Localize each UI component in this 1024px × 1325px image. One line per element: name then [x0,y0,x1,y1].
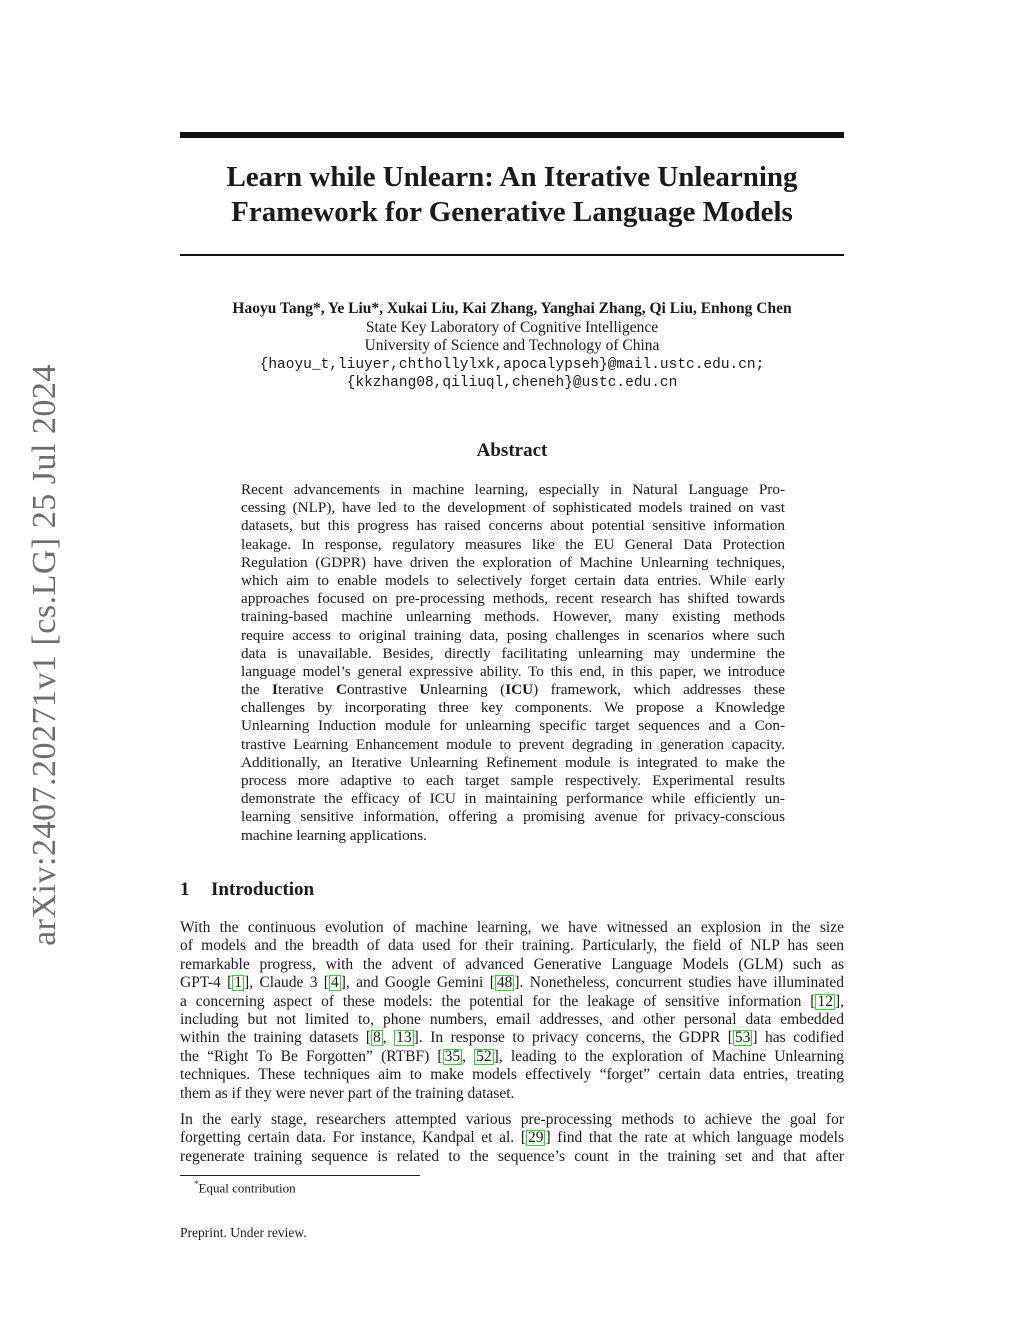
paper-title [180,160,844,230]
body-line: regenerate training sequence is related to the sequence’s count in the training set and that after [180,1147,844,1165]
abstract-line: machine learning applications. [241,826,427,844]
abstract-line: datasets, but this progress has raised concerns about potential sensitive information [241,517,785,535]
author-block [150,300,874,393]
body-line: within the training datasets [ 8 , 13 ]. In response to privacy concerns, the GDPR [ 53 ] has codified [180,1029,845,1047]
abstract-line: leakage. In response, regulatory measures like the EU General Data Protection [241,535,785,553]
abstract-line: approaches focused on pre-processing methods, recent research has shifted towards [241,590,785,608]
body-line: With the continuous evolution of machine learning, we have witnessed an explosion in the size [180,919,844,936]
section-number: 1 [180,879,190,900]
intro-paragraph-2 [180,1111,844,1166]
abstract-line: data is unavailable. Besides, directly facilitating unlearning may undermine the [241,644,785,662]
author-names: Haoyu Tang*, Ye Liu*, Xukai Liu, Kai Zhang, Yanghai Zhang, Qi Liu, Enhong Chen [232,300,792,317]
abstract-line: require access to original training data, posing challenges in scenarios where such [241,626,785,644]
author-emails-1: {haoyu_t,liuyer,chthollylxk,apocalypseh}@mail.ustc.edu.cn; [259,356,765,373]
section-heading-introduction [180,879,314,901]
citation-link[interactable]: 48 [496,974,513,992]
body-line: GPT-4 [ 1 ], Claude 3 [ 4 ], and Google Gemini [ 48 ]. Nonetheless, concurrent studies have illuminated [180,974,845,992]
abstract-icu-line: the Iterative Contrastive Unlearning (ICU) framework, which addresses these [241,681,785,699]
affiliation-university: University of Science and Technology of China [364,337,660,354]
abstract-line: demonstrate the efficacy of ICU in maintaining performance while efficiently un- [241,790,785,808]
abstract-line: Recent advancements in machine learning, especially in Natural Language Pro- [241,481,785,498]
abstract-line: process more adaptive to each target sample respectively. Experimental results [241,772,785,789]
title-line-2: Framework for Generative Language Models [231,196,793,228]
citation-link[interactable]: 53 [734,1029,751,1047]
preprint-notice: Preprint. Under review. [180,1225,307,1240]
abstract-line: training-based machine unlearning methods. However, many existing methods [241,608,785,626]
abstract-line: Regulation (GDPR) have driven the exploration of Machine Unlearning techniques, [241,553,785,571]
abstract-line: learning sensitive information, offering a promising avenue for privacy-conscious [241,808,785,826]
abstract-body [241,481,785,845]
footnote-text: Equal contribution [198,1180,296,1196]
citation-link[interactable]: 4 [330,974,339,992]
citation-link[interactable]: 12 [817,992,833,1010]
citation-link[interactable]: 29 [527,1129,544,1147]
citation-link[interactable]: 35 [444,1047,461,1065]
citation-link[interactable]: 1 [234,974,243,992]
title-bottom-rule [180,254,844,256]
intro-paragraph-1 [180,919,844,1103]
abstract-line: challenges by incorporating three key components. We propose a Knowledge [241,699,785,717]
body-line: forgetting certain data. For instance, Kandpal et al. [ 29 ] find that the rate at which language models [180,1129,844,1147]
footnote-rule [180,1175,420,1176]
abstract-heading: Abstract [476,440,548,461]
abstract-line: cessing (NLP), have led to the development of sophisticated models trained on vast [241,499,785,517]
abstract-line: Unlearning Induction module for unlearning specific target sequences and a Con- [241,717,785,735]
arxiv-id: arXiv:2407.20271v1 [cs.LG] 25 Jul 2024 [26,364,63,946]
abstract-line: Additionally, an Iterative Unlearning Refinement module is integrated to make the [241,753,785,771]
affiliation-lab: State Key Laboratory of Cognitive Intelligence [365,318,659,336]
body-line: techniques. These techniques aim to make models effectively “forget” certain data entries, treating [180,1066,844,1084]
body-line: the “Right To Be Forgotten” (RTBF) [ 35 , 52 ], leading to the exploration of Machine Unlearning [180,1047,844,1065]
title-line-1: Learn while Unlearn: An Iterative Unlearning [226,161,798,193]
footnote-mark: * [194,1179,199,1189]
body-line: a concerning aspect of these models: the potential for the leakage of sensitive information [ 12 ], [180,992,844,1010]
abstract-line: which aim to enable models to selectively forget certain data entries. While early [241,571,785,589]
abstract-line: language model’s general expressive ability. To this end, in this paper, we introduce [241,662,785,680]
body-line: of models and the breadth of data used for their training. Particularly, the field of NLP has seen [180,937,844,955]
footnote [194,1179,296,1196]
body-line: remarkable progress, with the advent of advanced Generative Language Models (GLM) such as [180,955,844,973]
body-line: including but not limited to, phone numbers, email addresses, and other personal data embedded [180,1010,844,1028]
citation-link[interactable]: 52 [476,1047,492,1065]
author-emails-2: {kkzhang08,qiliuql,cheneh}@ustc.edu.cn [346,375,678,391]
body-line: them as if they were never part of the training dataset. [180,1084,515,1102]
citation-link[interactable]: 8 [373,1029,381,1047]
arxiv-stamp [10,360,80,950]
section-title: Introduction [211,879,315,900]
title-top-rule [180,132,844,138]
body-line: In the early stage, researchers attempted various pre-processing methods to achieve the goal for [180,1111,844,1128]
abstract-line: trastive Learning Enhancement module to prevent degrading in generation capacity. [241,735,785,753]
citation-link[interactable]: 13 [396,1029,412,1047]
